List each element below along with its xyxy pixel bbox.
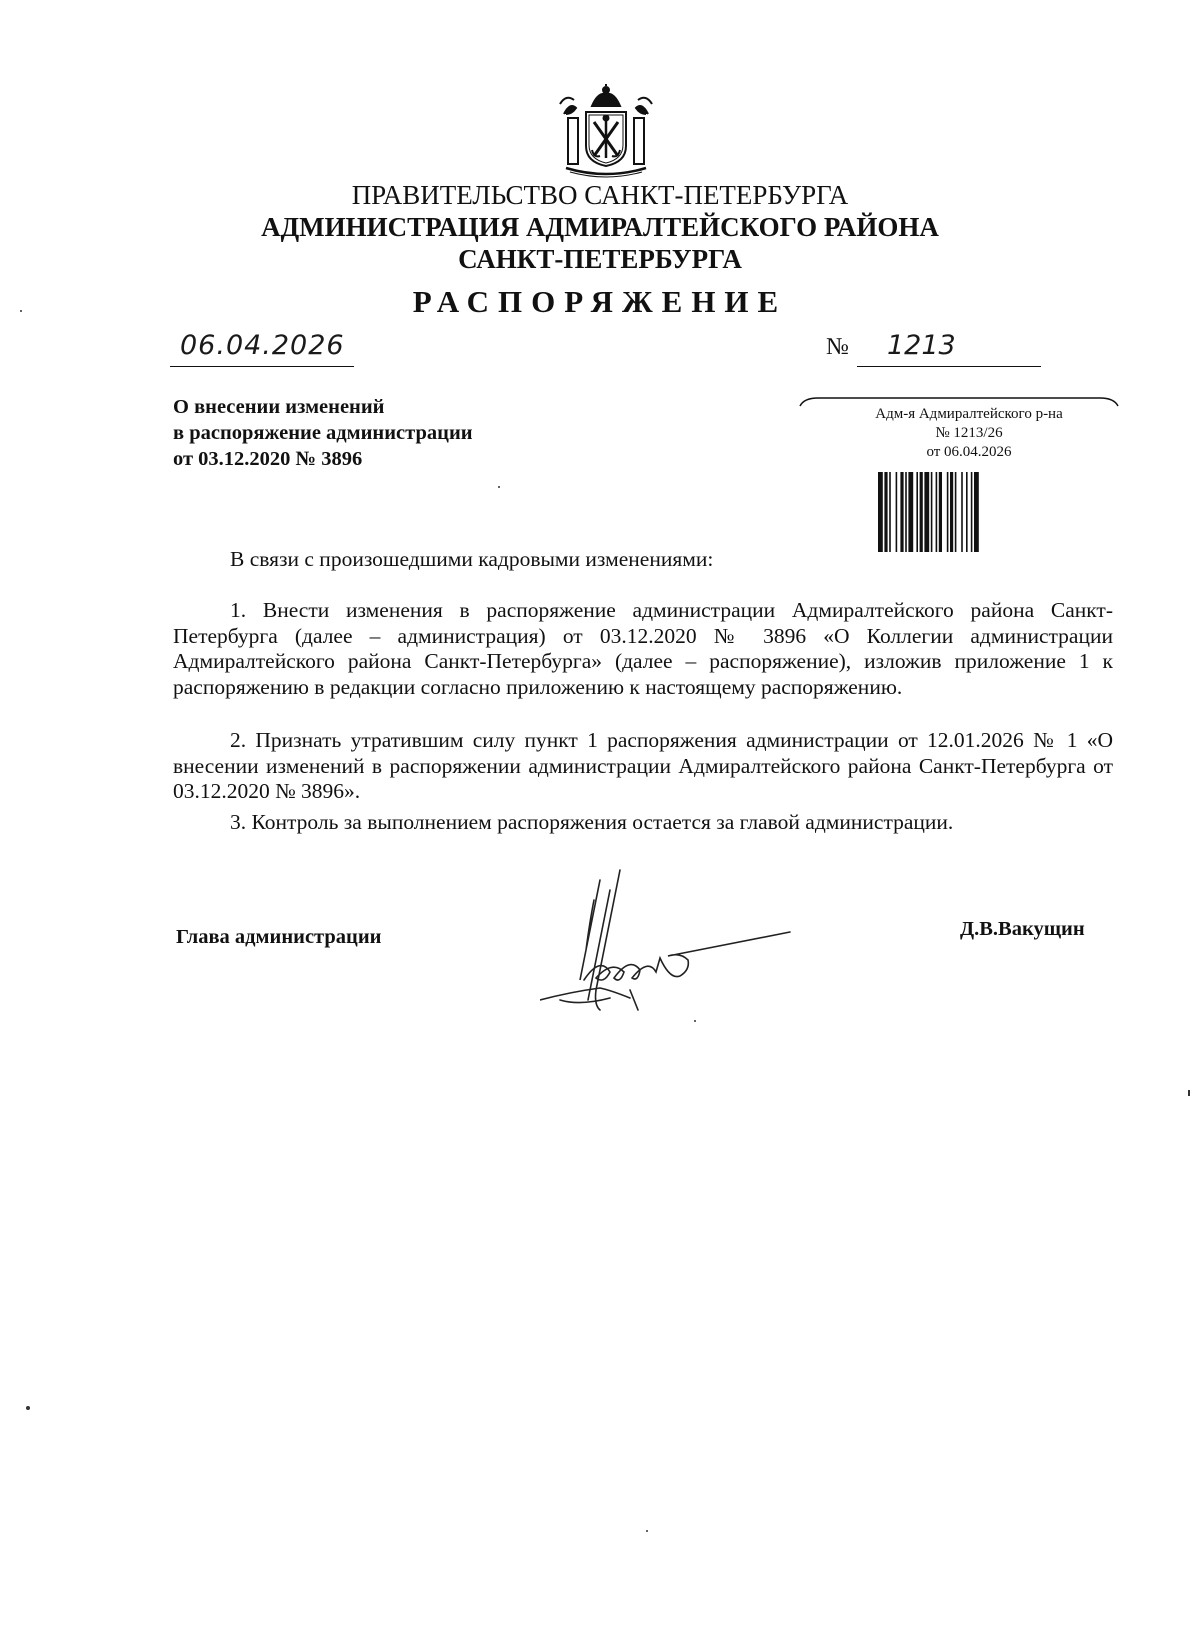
government-title: ПРАВИТЕЛЬСТВО САНКТ-ПЕТЕРБУРГА [351, 180, 849, 210]
barcode-bar [950, 472, 953, 552]
administration-title: АДМИНИСТРАЦИЯ АДМИРАЛТЕЙСКОГО РАЙОНА [261, 212, 939, 242]
stamp-date: от 06.04.2026 [926, 444, 1012, 460]
subject-line-3: от 03.12.2020 № 3896 [173, 448, 363, 470]
scan-speck [694, 1020, 696, 1022]
number-value: 1213 [887, 330, 956, 361]
barcode-bar [884, 472, 887, 552]
scan-speck [646, 1530, 648, 1532]
barcode-bar [939, 472, 942, 552]
barcode-bar [971, 472, 973, 552]
barcode-icon [878, 472, 1048, 552]
barcode-bar [974, 472, 979, 552]
coat-of-arms-icon [556, 84, 656, 180]
barcode-bar [966, 472, 968, 552]
barcode-bar [961, 472, 963, 552]
handwritten-signature [540, 860, 800, 1020]
barcode-bar [920, 472, 923, 552]
scan-speck [498, 486, 500, 488]
intro-text: В связи с произошедшими кадровыми изменениями: [230, 547, 714, 571]
date-field [170, 330, 354, 367]
date-value: 06.04.2026 [180, 330, 345, 361]
signatory-name: Д.В.Вакущин [960, 918, 1085, 940]
signatory-title: Глава администрации [176, 926, 382, 948]
paragraph-2: 2. Признать утратившим силу пункт 1 распоряжения администрации от 12.01.2026 № 1 «О внесении изменений в распоряжении администрации Адмиралтейского района Санкт-Петербурга от 03.12.2020 № 3896». [173, 728, 1113, 803]
paragraph-1: 1. Внести изменения в распоряжение администрации Адмиралтейского района Санкт-Петербурга (далее – администрация) от 03.12.2020 № 3896 «О Коллегии администрации Адмиралтейского района Санкт-Петербурга» (далее – распоряжение), изложив приложение 1 к распоряжению в редакции согласно приложению к настоящему распоряжению. [173, 598, 1113, 699]
subject-line-1: О внесении изменений [173, 396, 385, 418]
paragraph-3: 3. Контроль за выполнением распоряжения остается за главой администрации. [230, 810, 954, 834]
subject-line-2: в распоряжение администрации [173, 422, 473, 444]
barcode-bar [936, 472, 938, 552]
barcode-bar [908, 472, 913, 552]
barcode-bar [896, 472, 898, 552]
barcode-bar [878, 472, 883, 552]
barcode-bar [905, 472, 907, 552]
stamp-org: Адм-я Адмиралтейского р-на [875, 406, 1063, 422]
barcode-bar [947, 472, 949, 552]
barcode-bar [931, 472, 933, 552]
stamp-number: № 1213/26 [935, 425, 1003, 441]
registration-stamp [798, 396, 1120, 556]
document-type-title: РАСПОРЯЖЕНИЕ [412, 284, 788, 319]
document-subject [173, 394, 473, 472]
scan-speck [26, 1406, 30, 1410]
city-title: САНКТ-ПЕТЕРБУРГА [458, 244, 742, 274]
barcode-bar [900, 472, 903, 552]
scan-speck [1188, 1090, 1190, 1096]
barcode-bar [924, 472, 929, 552]
barcode-bar [916, 472, 918, 552]
barcode-bar [955, 472, 957, 552]
number-label: № [826, 334, 849, 360]
barcode-bar [889, 472, 891, 552]
number-field [857, 330, 1041, 367]
scan-speck [20, 310, 22, 312]
